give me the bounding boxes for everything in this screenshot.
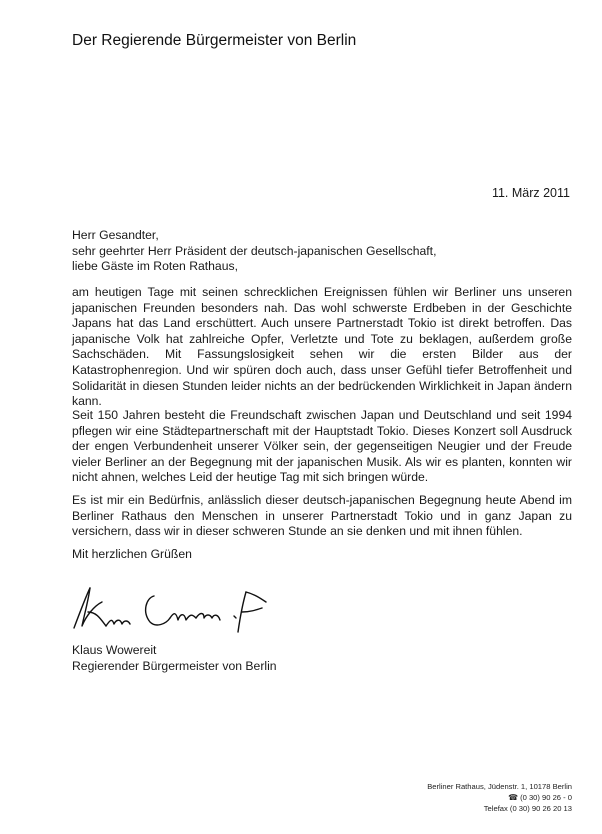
paragraph-2: Seit 150 Jahren besteht die Freundschaft zwischen Japan und Deutschland und seit 1994 pflegen wir eine Städtepartnerschaft mit der Hauptstadt Tokio. Dieses Konzert soll Ausdruck der engen Verbundenheit unserer Völker sein, der gegenseitigen Neugier und der Freude vieler Berliner an der Begegnung mit der japanischen Musik. Als wir es planten, konnten wir nicht ahnen, welches Leid der heutige Tag mit sich bringen würde. xyxy=(72,408,572,485)
paragraph-3: Es ist mir ein Bedürfnis, anlässlich dieser deutsch-japanischen Begegnung heute Abend im Berliner Rathaus den Menschen in unserer Partnerstadt Tokio und in ganz Japan zu versichern, dass wir in dieser schweren Stunde an sie denken und mit ihnen fühlen. xyxy=(72,493,572,539)
handwritten-signature xyxy=(70,582,290,640)
salutation-line: sehr geehrter Herr Präsident der deutsch-japanischen Gesellschaft, xyxy=(72,243,437,258)
footer-phone-line xyxy=(427,792,572,803)
signer-block xyxy=(72,643,572,674)
footer-address: Berliner Rathaus, Jüdenstr. 1, 10178 Berlin xyxy=(427,782,572,791)
closing: Mit herzlichen Grüßen xyxy=(72,547,192,561)
salutation-line: Herr Gesandter, xyxy=(72,228,159,242)
signer-title: Regierender Bürgermeister von Berlin xyxy=(72,658,277,673)
telephone-icon: ☎ xyxy=(508,793,519,802)
signer-name: Klaus Wowereit xyxy=(72,643,157,657)
salutation-line: liebe Gäste im Roten Rathaus, xyxy=(72,259,238,274)
salutation xyxy=(72,228,572,275)
footer-phone: (0 30) 90 26 - 0 xyxy=(520,793,572,802)
footer-fax: Telefax (0 30) 90 26 20 13 xyxy=(483,804,572,813)
footer-contact xyxy=(427,781,572,814)
paragraph-1: am heutigen Tage mit seinen schrecklichen Ereignissen fühlen wir Berliner uns unseren japanischen Freunden besonders nah. Das wohl schwerste Erdbeben in der Geschichte Japans hat das Land erschüttert. Auch unsere Partnerstadt Tokio ist direkt betroffen. Das japanische Volk hat zahlreiche Opfer, Verletzte und Tote zu beklagen, außerdem große Sachschäden. Mit Fassungslosigkeit sehen wir die ersten Bilder aus der Katastrophenregion. Und wir spüren doch auch, dass unser Gefühl tiefer Betroffenheit und Solidarität in diesen Stunden leider nichts an der bedrückenden Wirklichkeit in Japan ändern kann. xyxy=(72,285,572,409)
letter-date: 11. März 2011 xyxy=(491,186,570,200)
letterhead: Der Regierende Bürgermeister von Berlin xyxy=(72,32,357,49)
